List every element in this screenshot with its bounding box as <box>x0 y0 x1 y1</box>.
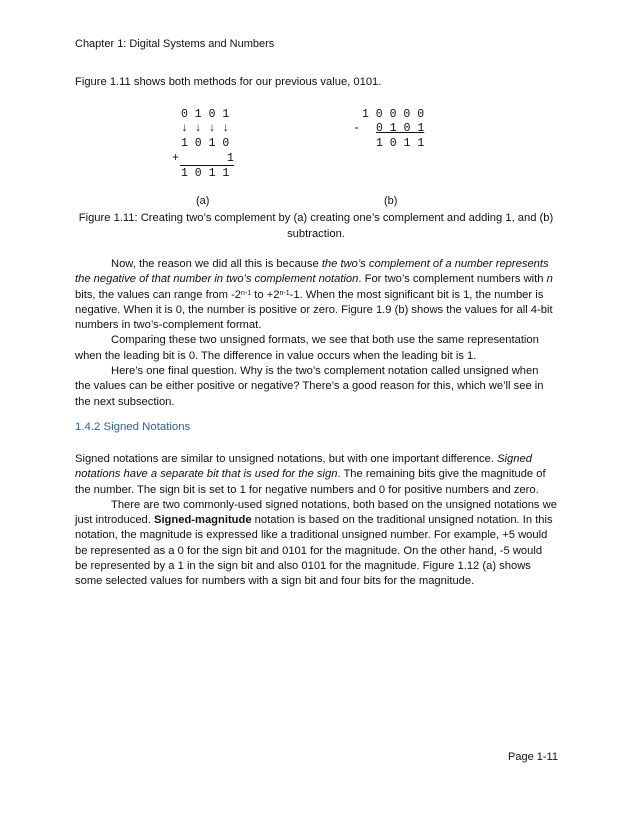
chapter-header: Chapter 1: Digital Systems and Numbers <box>75 38 275 50</box>
figure-a-arrows: ↓ ↓ ↓ ↓ <box>181 122 230 135</box>
figure-b-minuend: 1 0 0 0 0 <box>362 108 425 121</box>
figure-a-original: 0 1 0 1 <box>181 108 230 121</box>
paragraph-2: Comparing these two unsigned formats, we see that both use the same representation when the leading bit is 0. The difference in value occurs when the leading bit is 1. <box>75 334 539 362</box>
intro-text: Figure 1.11 shows both methods for our previous value, 0101. <box>75 76 382 88</box>
paragraph-1: Now, the reason we did all this is because the two’s complement of a number represents the negative of that number in two’s complement notation. For two’s complement numbers with n bits, the values can range from -2$^{n-1}$ to $+2^{n-1}-1$. When the most significant bit is 1, the number is negative. When it is 0, the number is positive or zero. Figure 1.9 (b) shows the values for all 4-bit numbers in two’s-complement format. <box>75 258 553 332</box>
paragraph-3: Here’s one final question. Why is the two’s complement notation called unsigned when the values can be either positive or negative? There’s a good reason for this, which we’ll see in the next subsection. <box>75 365 544 408</box>
figure-b-minus-sign: - <box>353 122 360 135</box>
section-heading: 1.4.2 Signed Notations <box>75 421 191 433</box>
section-paragraphs <box>75 452 557 590</box>
figure-b-subtrahend: 0 1 0 1 <box>376 122 425 135</box>
page-number: Page 1-11 <box>508 751 558 763</box>
figure-a-sum-line <box>180 165 234 166</box>
figure-a-addend: 1 <box>227 152 234 165</box>
section-paragraph-2: There are two commonly-used signed notations, both based on the unsigned notations we just introduced. Signed-magnitude notation is based on the traditional unsigned notation. In this notation, the magnitude is expressed like a traditional unsigned number. For example, +5 would be represented as a 0 for the sign bit and 0101 for the magnitude. On the other hand, -5 would be represented by a 1 in the sign bit and also 0101 for the magnitude. Figure 1.12 (a) shows some selected values for numbers with a sign bit and four bits for the magnitude. <box>75 498 557 588</box>
section-paragraph-1: Signed notations are similar to unsigned notations, but with one important difference. Signed notations have a separate bit that is used for the sign. The remaining bits give the magnitude of the number. The sign bit is set to 1 for negative numbers and 0 for positive numbers and zero. <box>75 453 546 496</box>
figure-a-plus-sign: + <box>172 152 179 165</box>
figure-a-label: (a) <box>196 195 210 207</box>
figure-b-label: (b) <box>384 195 398 207</box>
figure-caption: Figure 1.11: Creating two’s complement by (a) creating one’s complement and adding 1, and (b) subtraction. <box>78 212 554 240</box>
figure-a-result: 1 0 1 1 <box>181 167 230 180</box>
figure-b-result: 1 0 1 1 <box>376 137 425 150</box>
body-paragraphs <box>75 257 557 410</box>
figure-a-ones-complement: 1 0 1 0 <box>181 137 230 150</box>
